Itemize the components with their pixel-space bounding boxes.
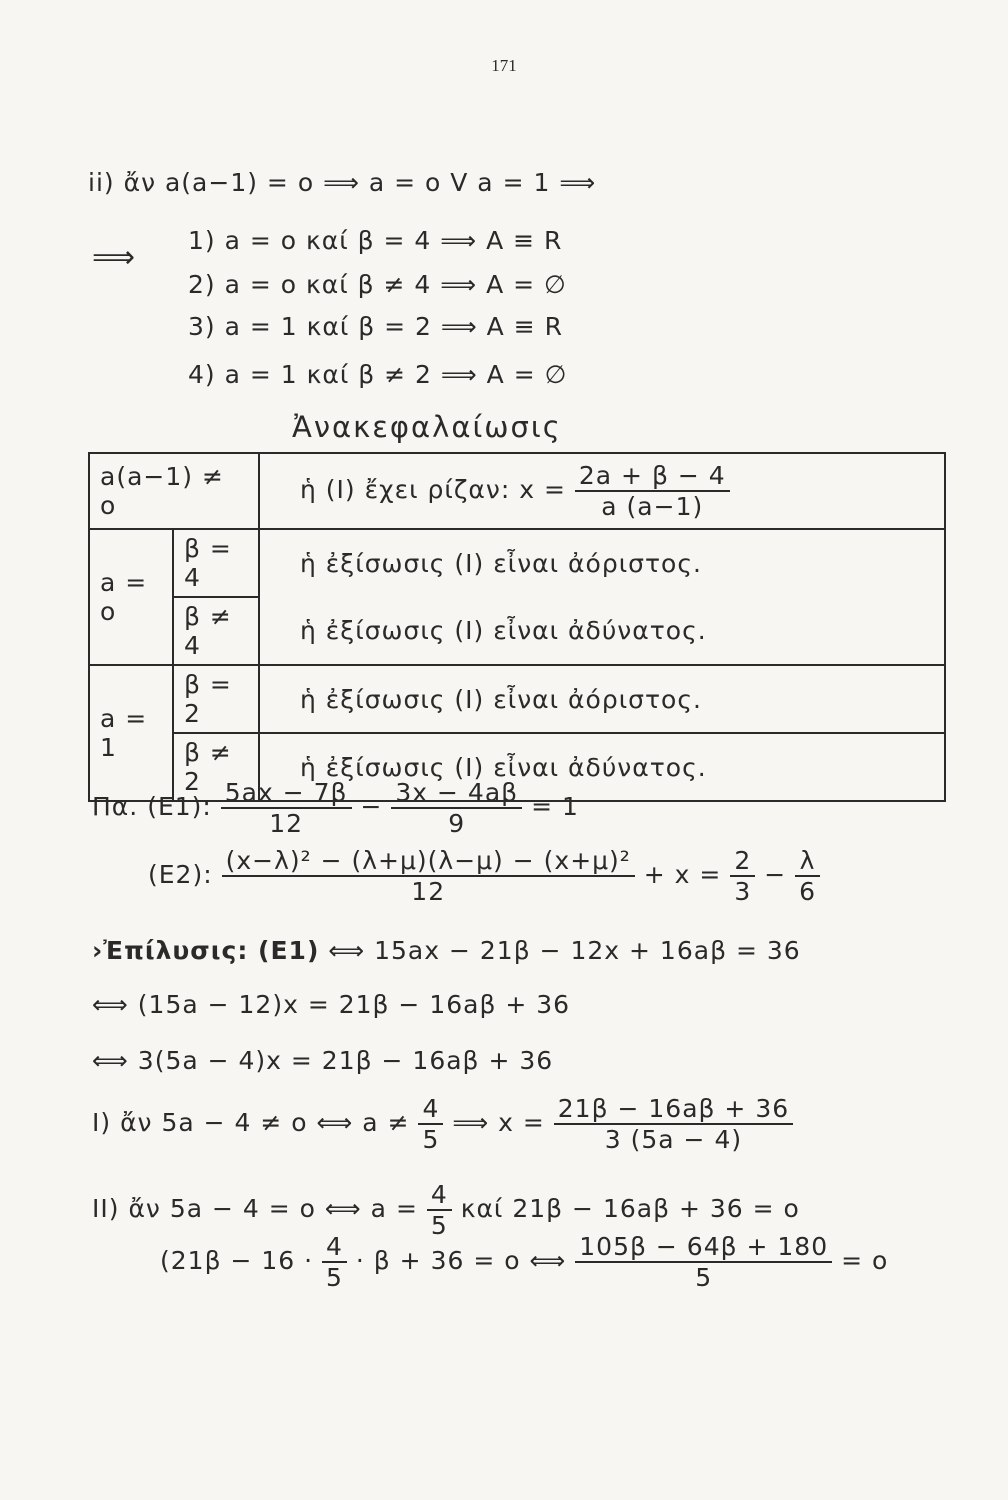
- cond-b4: β = 4: [173, 529, 259, 597]
- case1-arrow: ⟹ x =: [452, 1108, 545, 1137]
- text-b4: ἡ ἐξίσωσις (I) εἶναι ἀόριστος.: [259, 529, 945, 597]
- summary-table: [88, 452, 946, 802]
- subcase-4: 4) a = 1 καί β ≠ 2 ⟹ A = ∅: [188, 360, 568, 389]
- last-f-den: 5: [326, 1263, 343, 1292]
- solution-step-3: ⟺ 3(5a − 4)x = 21β − 16aβ + 36: [92, 1046, 554, 1075]
- case-II: [92, 1180, 800, 1240]
- case1-f-num: 4: [418, 1094, 443, 1125]
- root-fraction: [575, 461, 730, 521]
- row1-result: [259, 453, 945, 529]
- cond-bn2: β ≠ 2: [173, 733, 259, 801]
- e2-plus: + x =: [643, 860, 722, 889]
- root-denominator: a (a−1): [601, 492, 704, 521]
- root-numerator: 2a + β − 4: [575, 461, 730, 492]
- equation-e2: [148, 846, 820, 906]
- e2-f1-num: 2: [730, 846, 755, 877]
- case2-fraction: [427, 1180, 452, 1240]
- e1-f1-den: 12: [269, 809, 304, 838]
- e1-fraction-1: [221, 778, 352, 838]
- subcase-1: 1) a = o καί β = 4 ⟹ A ≡ R: [188, 226, 563, 255]
- case-II-substitution: [160, 1232, 888, 1292]
- table-row: [89, 529, 945, 597]
- last-mid: · β + 36 = o ⟺: [355, 1246, 567, 1275]
- page-number: 171: [491, 56, 517, 75]
- last-fraction-2: [575, 1232, 832, 1292]
- e2-fraction-2: [795, 846, 820, 906]
- summary-title: Ἀνακεφαλαίωσις: [292, 410, 562, 444]
- case1-x-fraction: [554, 1094, 793, 1154]
- case2-f-den: 5: [430, 1211, 448, 1240]
- e2-fraction-main: [222, 846, 635, 906]
- last-fraction-1: [322, 1232, 347, 1292]
- group-a0: a = o: [89, 529, 173, 665]
- e2-den: 12: [411, 877, 446, 906]
- example-label: Πα.: [92, 792, 139, 821]
- case1-fraction: [418, 1094, 443, 1154]
- case2-f-num: 4: [427, 1180, 452, 1211]
- solution-label: ›Ἐπίλυσις: (E1): [92, 936, 320, 965]
- last-f2-num: 105β − 64β + 180: [575, 1232, 832, 1263]
- last-lead: (21β − 16 ·: [160, 1246, 314, 1275]
- case1-x-num: 21β − 16aβ + 36: [554, 1094, 793, 1125]
- case2-rest: καί 21β − 16aβ + 36 = o: [460, 1194, 800, 1223]
- e2-minus: −: [764, 860, 787, 889]
- e2-label: (E2):: [148, 860, 213, 889]
- last-f2-den: 5: [695, 1263, 713, 1292]
- e2-f1-den: 3: [734, 877, 752, 906]
- table-row: [89, 453, 945, 529]
- case2-text: II) ἄν 5a − 4 = o ⟺ a =: [92, 1194, 418, 1223]
- e2-f2-den: 6: [799, 877, 816, 906]
- e1-f2-den: 9: [448, 809, 466, 838]
- group-a1: a = 1: [89, 665, 173, 801]
- e2-f2-num: λ: [795, 846, 820, 877]
- e1-rhs: = 1: [531, 792, 579, 821]
- case1-f-den: 5: [422, 1125, 440, 1154]
- last-end: = o: [841, 1246, 889, 1275]
- e1-minus: −: [360, 792, 383, 821]
- case-ii-lead: ii) ἄν a(a−1) = o ⟹ a = o V a = 1 ⟹: [88, 168, 597, 197]
- subcase-3: 3) a = 1 καί β = 2 ⟹ A ≡ R: [188, 312, 563, 341]
- cond-b2: β = 2: [173, 665, 259, 733]
- equation-e1: [92, 778, 579, 838]
- case1-text: I) ἄν 5a − 4 ≠ o ⟺ a ≠: [92, 1108, 410, 1137]
- text-b2: ἡ ἐξίσωσις (I) εἶναι ἀόριστος.: [259, 665, 945, 733]
- e1-f1-num: 5ax − 7β: [221, 778, 352, 809]
- e1-f2-num: 3x − 4aβ: [391, 778, 522, 809]
- step1: ⟺ 15ax − 21β − 12x + 16aβ = 36: [328, 936, 801, 965]
- row1-text: ἡ (I) ἔχει ρίζαν: x =: [300, 475, 566, 504]
- case-I: [92, 1094, 793, 1154]
- text-bn2: ἡ ἐξίσωσις (I) εἶναι ἀδύνατος.: [259, 733, 945, 801]
- e1-label: (E1):: [147, 792, 212, 821]
- text-bn4: ἡ ἐξίσωσις (I) εἶναι ἀδύνατος.: [259, 597, 945, 665]
- implies-arrow: ⟹: [92, 240, 137, 275]
- last-f-num: 4: [322, 1232, 347, 1263]
- table-row: [89, 597, 945, 665]
- solution-step-2: ⟺ (15a − 12)x = 21β − 16aβ + 36: [92, 990, 571, 1019]
- solution-step-1: [92, 936, 801, 965]
- e2-num: (x−λ)² − (λ+μ)(λ−μ) − (x+μ)²: [222, 846, 635, 877]
- row1-condition: a(a−1) ≠ o: [89, 453, 259, 529]
- table-row: [89, 665, 945, 733]
- subcase-2: 2) a = o καί β ≠ 4 ⟹ A = ∅: [188, 270, 567, 299]
- e1-fraction-2: [391, 778, 522, 838]
- e2-fraction-1: [730, 846, 755, 906]
- case1-x-den: 3 (5a − 4): [604, 1125, 743, 1154]
- cond-bn4: β ≠ 4: [173, 597, 259, 665]
